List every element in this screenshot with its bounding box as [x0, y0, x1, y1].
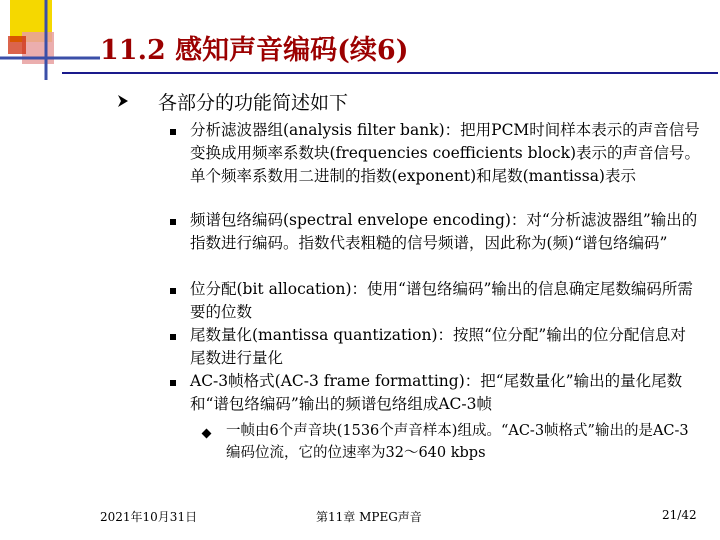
sub-list-item: 一帧由6个声音块(1536个声音样本)组成。“AC-3帧格式”输出的是AC-3编码位流，它的位速率为32～640 kbps	[226, 423, 689, 461]
title-underline	[62, 72, 718, 74]
list-item: 分析滤波器组(analysis filter bank)：把用PCM时间样本表示的声音信号变换成用频率系数块(frequencies coefficients block)表示的声音信号。单个频率系数用二进制的指数(exponent)和尾数(mantissa)表示	[190, 121, 701, 185]
diamond-bullet-icon	[202, 429, 212, 439]
square-bullet-icon	[170, 219, 176, 225]
square-bullet-icon	[170, 380, 176, 386]
list-item: 频谱包络编码(spectral envelope encoding)：对“分析滤波器组”输出的指数进行编码。指数代表粗糙的信号频谱，因此称为(频)“谱包络编码”	[190, 211, 698, 252]
slide-title: 11.2 感知声音编码(续6)	[100, 35, 409, 66]
square-bullet-icon	[170, 288, 176, 294]
footer-chapter: 第11章 MPEG声音	[316, 510, 422, 524]
list-item: 尾数量化(mantissa quantization)：按照“位分配”输出的位分配信息对尾数进行量化	[190, 326, 686, 367]
arrow-bullet-icon	[118, 95, 128, 107]
footer-date: 2021年10月31日	[100, 510, 198, 524]
level1-heading: 各部分的功能简述如下	[158, 92, 349, 114]
footer-page-number: 21/42	[662, 508, 697, 522]
list-item: AC-3帧格式(AC-3 frame formatting)：把“尾数量化”输出的量化尾数和“谱包络编码”输出的频谱包络组成AC-3帧	[190, 372, 683, 413]
list-item: 位分配(bit allocation)：使用“谱包络编码”输出的信息确定尾数编码所需要的位数	[190, 280, 693, 321]
square-bullet-icon	[170, 334, 176, 340]
square-bullet-icon	[170, 129, 176, 135]
